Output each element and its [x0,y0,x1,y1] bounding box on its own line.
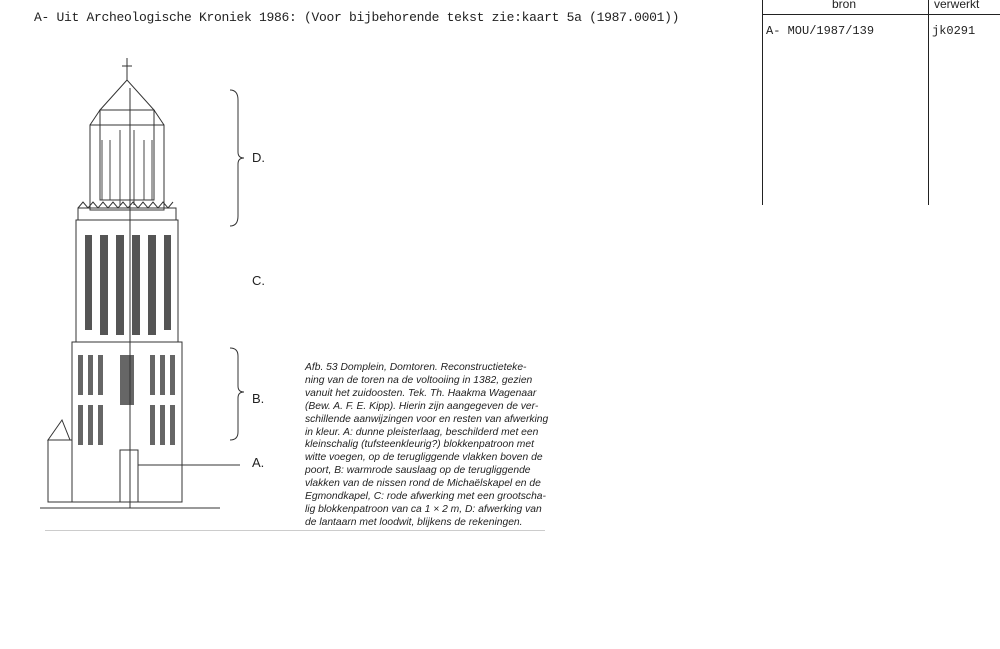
caption-line: vlakken van de nissen rond de Michaëlskapel en de [305,478,541,490]
caption-line: poort, B: warmrode sauslaag op de terugliggende [305,465,531,477]
cell-bron: A- MOU/1987/139 [766,24,875,38]
column-header-bron: bron [832,0,857,11]
caption-line: schillende aanwijzingen voor en resten van afwerking [305,413,549,425]
reference-table [762,0,1000,205]
cell-verwerkt: jk0291 [932,24,976,38]
caption-line: Egmondkapel, C: rode afwerking met een grootscha- [305,491,546,503]
caption-line: ning van de toren na de voltooiing in 1382, gezien [305,374,533,386]
label-d: D. [252,150,265,165]
figure-caption [305,362,548,530]
label-b: B. [252,391,265,406]
label-a: A. [252,455,265,470]
caption-line: vanuit het zuidoosten. Tek. Th. Haakma Wagenaar [305,387,537,399]
caption-line: kleinschalig (tufsteenkleurig?) blokkenpatroon met [305,439,534,451]
caption-line: (Bew. A. F. E. Kipp). Hierin zijn aangegeven de ver- [305,400,539,412]
caption-line: in kleur. A: dunne pleisterlaag, beschilderd met een [305,426,539,438]
divider [45,530,545,531]
caption-line: Afb. 53 Domplein, Domtoren. Reconstructieteke- [305,362,527,373]
caption-line: de lantaarn met loodwit, blijkens de rekeningen. [305,516,523,528]
caption-line: lig blokkenpatroon van ca 1 × 2 m, D: afwerking van [305,503,542,515]
caption-line: witte voegen, op de terugliggende vlakken boven de [305,452,543,464]
column-header-verwerkt: verwerkt [934,0,980,11]
document-header: A- Uit Archeologische Kroniek 1986: (Voor bijbehorende tekst zie:kaart 5a (1987.0001)) [34,10,680,25]
label-c: C. [252,273,265,288]
